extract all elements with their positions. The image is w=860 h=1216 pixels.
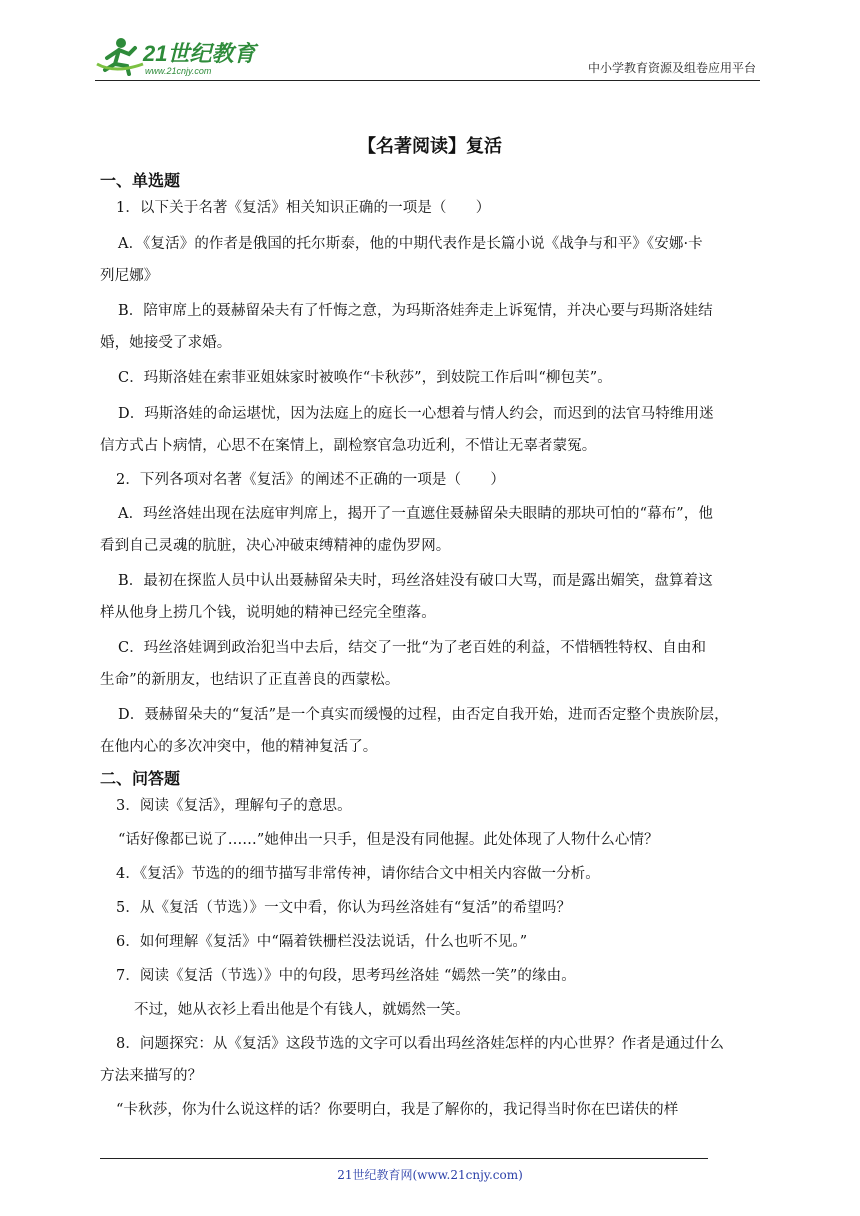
q2-option-b: B．最初在探监人员中认出聂赫留朵夫时，玛丝洛娃没有破口大骂，而是露出媚笑，盘算着这	[118, 573, 713, 589]
document-title: 【名著阅读】复活	[358, 136, 502, 157]
q1-option-b-cont: 婚，她接受了求婚。	[100, 335, 232, 351]
footer-site-link[interactable]: 21世纪教育网(www.21cnjy.com)	[337, 1168, 523, 1182]
q2-option-d: D．聂赫留朵夫的“复活”是一个真实而缓慢的过程，由否定自我开始，进而否定整个贵族阶层，	[118, 707, 729, 723]
q2-option-c: C．玛丝洛娃调到政治犯当中去后，结交了一批“为了老百姓的利益，不惜牺牲特权、自由和	[118, 640, 707, 656]
q1-option-c: C．玛斯洛娃在索菲亚姐妹家时被唤作“卡秋莎”，到妓院工作后叫“柳包芙”。	[118, 370, 612, 386]
section-heading-single-choice: 一、单选题	[100, 171, 181, 190]
question-4: 4．《复活》节选的的细节描写非常传神，请你结合文中相关内容做一分析。	[116, 866, 600, 882]
platform-label: 中小学教育资源及组卷应用平台	[587, 61, 756, 75]
q1-option-a: A．《复活》的作者是俄国的托尔斯泰，他的中期代表作是长篇小说《战争与和平》《安娜·卡	[118, 236, 703, 252]
svg-text:www.21cnjy.com: www.21cnjy.com	[145, 66, 212, 76]
question-7: 7．阅读《复活（节选）》中的句段，思考玛丝洛娃 “嫣然一笑”的缘由。	[116, 968, 576, 984]
q1-option-a-cont: 列尼娜》	[100, 268, 159, 284]
q7-quote: 不过，她从衣衫上看出他是个有钱人，就嫣然一笑。	[134, 1002, 470, 1018]
question-3: 3．阅读《复活》，理解句子的意思。	[116, 798, 352, 814]
q2-option-a: A．玛丝洛娃出现在法庭审判席上，揭开了一直遮住聂赫留朵夫眼睛的那块可怕的“幕布”，他	[118, 506, 713, 522]
svg-text:21世纪教育: 21世纪教育	[143, 41, 256, 66]
footer-divider	[100, 1158, 708, 1159]
question-8-cont: 方法来描写的？	[100, 1068, 203, 1084]
q2-option-b-cont: 样从他身上捞几个钱，说明她的精神已经完全堕落。	[100, 605, 436, 621]
q1-option-b: B．陪审席上的聂赫留朵夫有了忏悔之意，为玛斯洛娃奔走上诉冤情，并决心要与玛斯洛娃结	[118, 303, 713, 319]
page-header	[95, 34, 760, 81]
q2-option-d-cont: 在他内心的多次冲突中，他的精神复活了。	[100, 739, 378, 755]
question-5: 5．从《复活（节选）》一文中看，你认为玛丝洛娃有“复活”的希望吗？	[116, 900, 572, 916]
q3-quote: “话好像都已说了……”她伸出一只手，但是没有同他握。此处体现了人物什么心情？	[118, 832, 659, 848]
question-1: 1．以下关于名著《复活》相关知识正确的一项是（ ）	[116, 200, 491, 216]
21cnjy-logo	[95, 34, 265, 78]
section-heading-qa: 二、问答题	[100, 769, 181, 788]
q1-option-d: D．玛斯洛娃的命运堪忧，因为法庭上的庭长一心想着与情人约会，而迟到的法官马特维用迷	[118, 406, 714, 422]
q2-option-c-cont: 生命”的新朋友，也结识了正直善良的西蒙松。	[100, 672, 400, 688]
q1-option-d-cont: 信方式占卜病情，心思不在案情上，副检察官急功近利，不惜让无辜者蒙冤。	[100, 438, 597, 454]
q8-quote: “卡秋莎，你为什么说这样的话？你要明白，我是了解你的，我记得当时你在巴诺伕的样	[116, 1102, 679, 1118]
question-2: 2．下列各项对名著《复活》的阐述不正确的一项是（ ）	[116, 472, 505, 488]
question-6: 6．如何理解《复活》中“隔着铁栅栏没法说话，什么也听不见。”	[116, 934, 528, 950]
question-8: 8．问题探究：从《复活》这段节选的文字可以看出玛丝洛娃怎样的内心世界？作者是通过什么	[116, 1036, 724, 1052]
q2-option-a-cont: 看到自己灵魂的肮脏，决心冲破束缚精神的虚伪罗网。	[100, 538, 451, 554]
